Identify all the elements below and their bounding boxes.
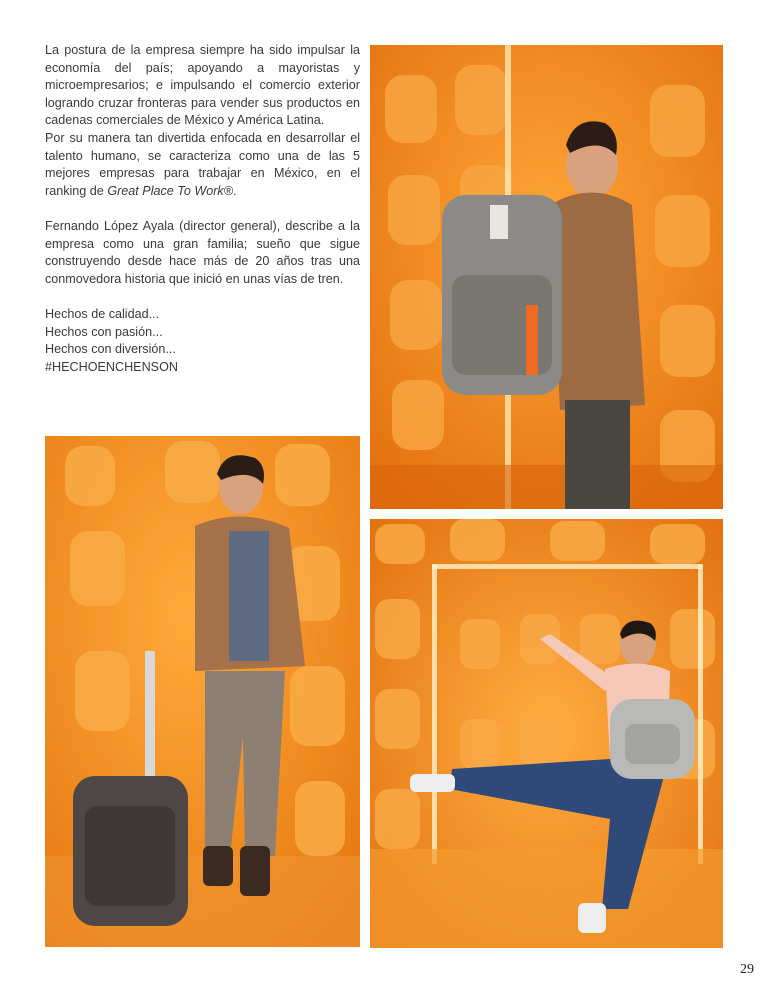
tagline-fun: Hechos con diversión...	[45, 342, 176, 357]
photo-man-grey-backpack	[370, 45, 723, 509]
man-with-grey-backpack-icon	[370, 45, 723, 509]
man-with-rolling-backpack-icon	[45, 436, 360, 947]
paragraph-company-posture: La postura de la empresa siempre ha sido impulsar la economía del país; apoyando a mayoristas y microempresarios; e impulsando el comercio exterior logrando cruzar fronteras para vender sus productos en cadenas comerciales de México y América Latina.	[45, 43, 360, 128]
tagline-passion: Hechos con pasión...	[45, 324, 163, 339]
paragraph-director: Fernando López Ayala (director general), describe a la empresa como una gran familia; sueño que sigue construyendo desde hace más de 20 años tras una conmovedora historia que inició en unas vías de tren.	[45, 218, 360, 286]
spacer	[45, 200, 360, 218]
photo-man-rolling-backpack	[45, 436, 360, 947]
paragraph-ranking-end: .	[233, 183, 237, 198]
article-text	[45, 42, 360, 376]
tagline-quality: Hechos de calidad...	[45, 306, 160, 321]
spacer	[45, 288, 360, 306]
paragraph-ranking	[45, 130, 360, 200]
paragraph-ranking-lead: Por su manera tan divertida enfocada en desarrollar el talento humano, se caracteriza como una de las 5 mejores empresas para trabajar en México, en el ranking de	[45, 130, 360, 198]
man-kicking-with-backpack-icon	[370, 519, 723, 948]
photo-man-kicking-backpack	[370, 519, 723, 948]
hashtag: #HECHOENCHENSON	[45, 359, 178, 374]
page-number: 29	[740, 962, 754, 977]
ranking-name: Great Place To Work®	[107, 183, 234, 198]
